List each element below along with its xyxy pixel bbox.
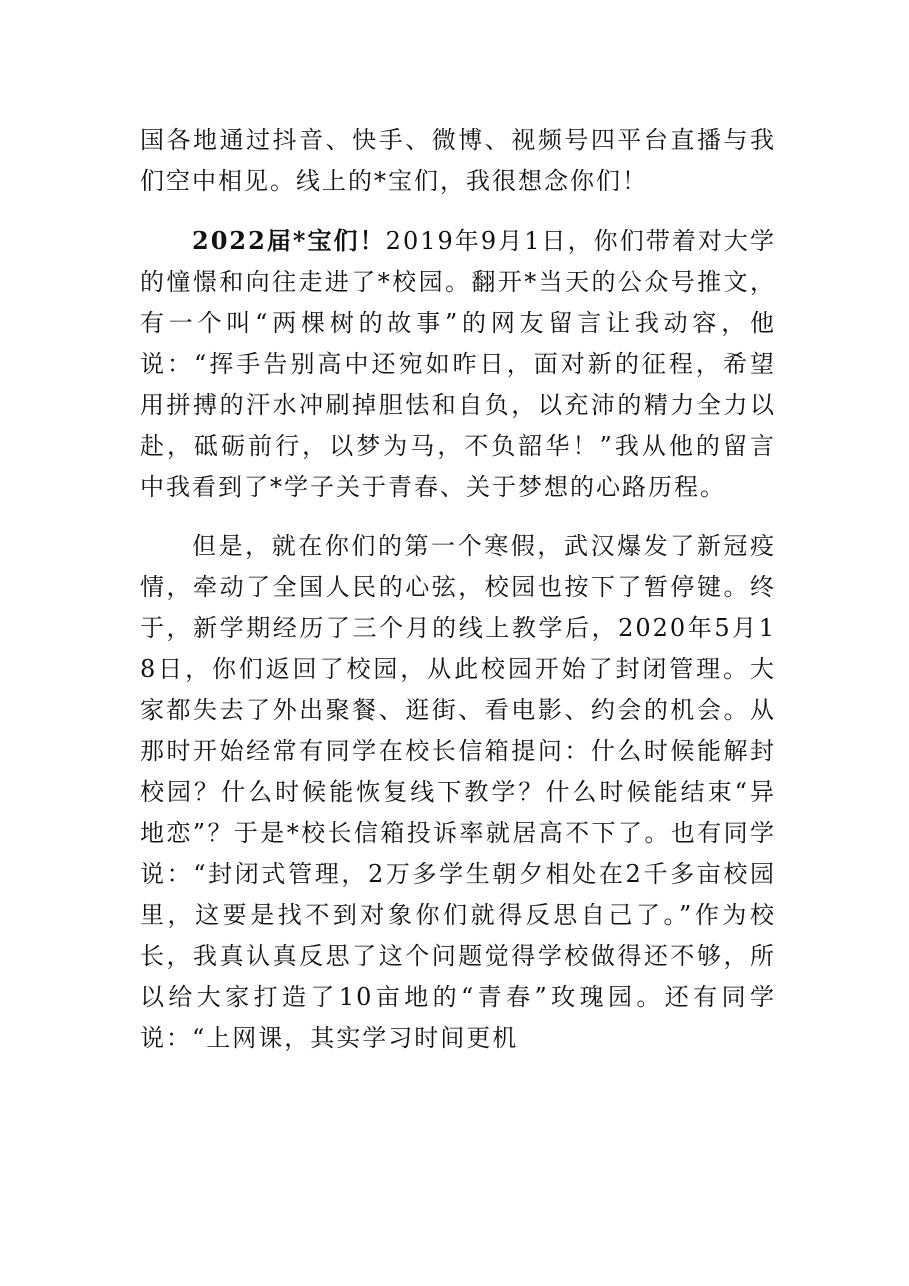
paragraph-2 [140, 220, 776, 508]
paragraph-2-lead: 2022届*宝们！ [192, 226, 386, 255]
paragraph-3 [140, 526, 776, 1059]
paragraph-1 [140, 120, 776, 202]
paragraph-1-text: 国各地通过抖音、快手、微博、视频号四平台直播与我们空中相见。线上的*宝们，我很想念你们！ [140, 126, 776, 195]
paragraph-3-text: 但是，就在你们的第一个寒假，武汉爆发了新冠疫情，牵动了全国人民的心弦，校园也按下了暂停键。终于，新学期经历了三个月的线上教学后，2020年5月18日，你们返回了校园，从此校园开始了封闭管理。大家都失去了外出聚餐、逛街、看电影、约会的机会。从那时开始经常有同学在校长信箱提问：什么时候能解封校园？什么时候能恢复线下教学？什么时候能结束“异地恋”？于是*校长信箱投诉率就居高不下了。也有同学说：“封闭式管理，2万多学生朝夕相处在2千多亩校园里，这要是找不到对象你们就得反思自己了。”作为校长，我真认真反思了这个问题觉得学校做得还不够，所以给大家打造了10亩地的“青春”玫瑰园。还有同学说：“上网课，其实学习时间更机 [140, 532, 776, 1052]
document-body [140, 120, 776, 1059]
paragraph-2-text: 2019年9月1日，你们带着对大学的憧憬和向往走进了*校园。翻开*当天的公众号推文，有一个叫“两棵树的故事”的网友留言让我动容，他说：“挥手告别高中还宛如昨日，面对新的征程，希望用拼搏的汗水冲刷掉胆怯和自负，以充沛的精力全力以赴，砥砺前行，以梦为马，不负韶华！”我从他的留言中我看到了*学子关于青春、关于梦想的心路历程。 [140, 227, 776, 501]
